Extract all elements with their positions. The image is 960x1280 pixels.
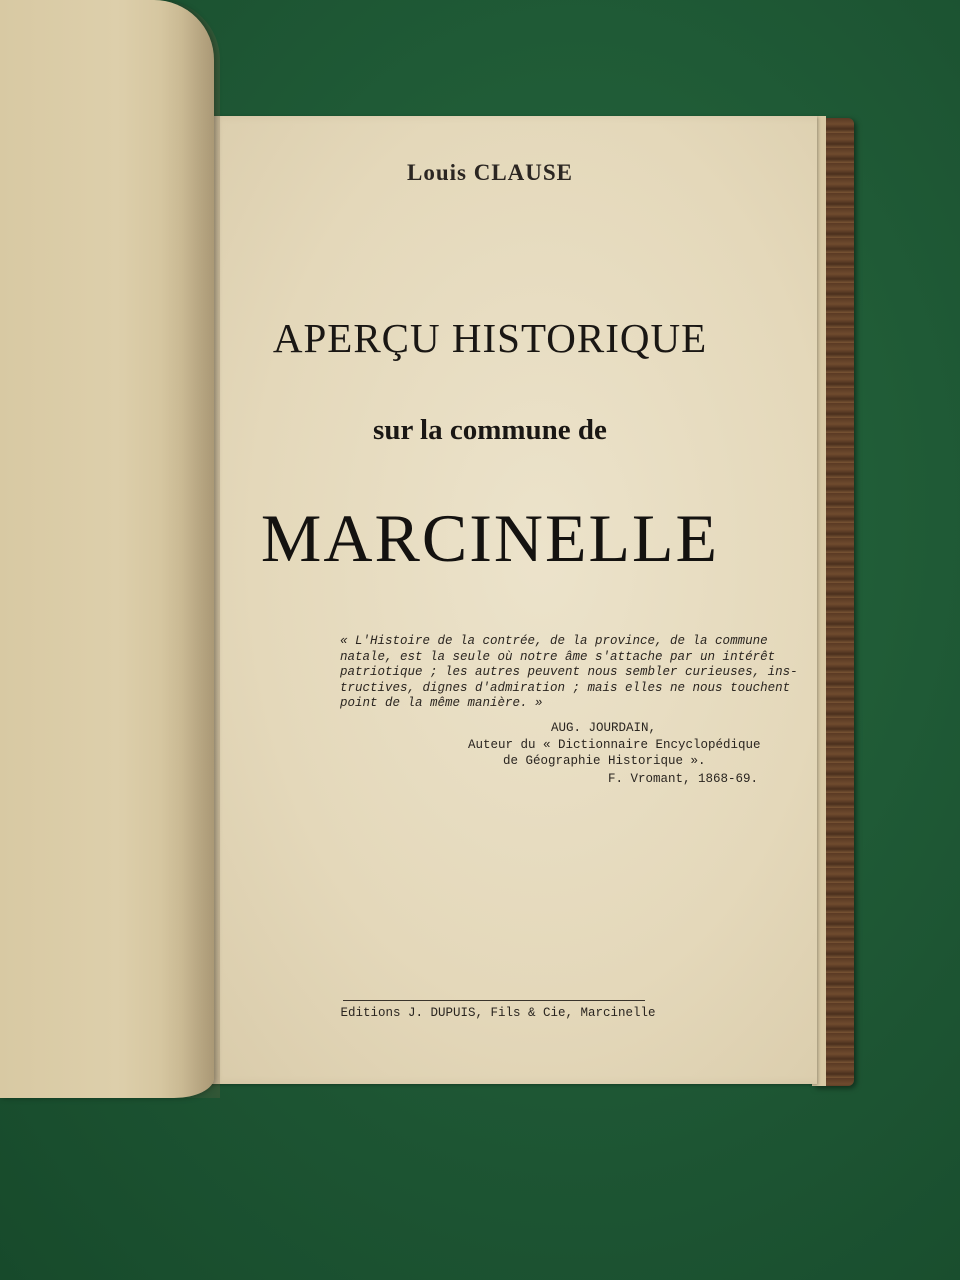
author-name: Louis CLAUSE: [406, 160, 574, 185]
publisher-rule: [343, 1000, 645, 1001]
title-page: [203, 116, 817, 1084]
publisher-line: Editions J. DUPUIS, Fils & Cie, Marcinelle: [340, 1006, 656, 1020]
title-line-2: sur la commune de: [373, 414, 607, 446]
quote-line: natale, est la seule où notre âme s'attache par un intérêt: [340, 649, 776, 664]
left-page: [0, 0, 214, 1098]
title-line-1: APERÇU HISTORIQUE: [272, 315, 708, 361]
attribution-name: AUG. JOURDAIN,: [551, 721, 657, 735]
quote-line: point de la même manière. »: [340, 696, 543, 710]
attribution-publisher: F. Vromant, 1868-69.: [608, 772, 759, 786]
page-curl-shading: [160, 0, 220, 1098]
quote-line: tructives, dignes d'admiration ; mais elles ne nous touchent: [340, 680, 791, 695]
epigraph-quote: [340, 634, 798, 712]
quote-line: « L'Histoire de la contrée, de la province, de la commune: [340, 634, 768, 648]
attribution-role-2: de Géographie Historique ».: [503, 754, 706, 768]
attribution-role-1: Auteur du « Dictionnaire Encyclopédique: [468, 738, 761, 752]
title-line-3: MARCINELLE: [260, 500, 720, 576]
quote-line: patriotique ; les autres peuvent nous sembler curieuses, ins-: [340, 665, 798, 679]
